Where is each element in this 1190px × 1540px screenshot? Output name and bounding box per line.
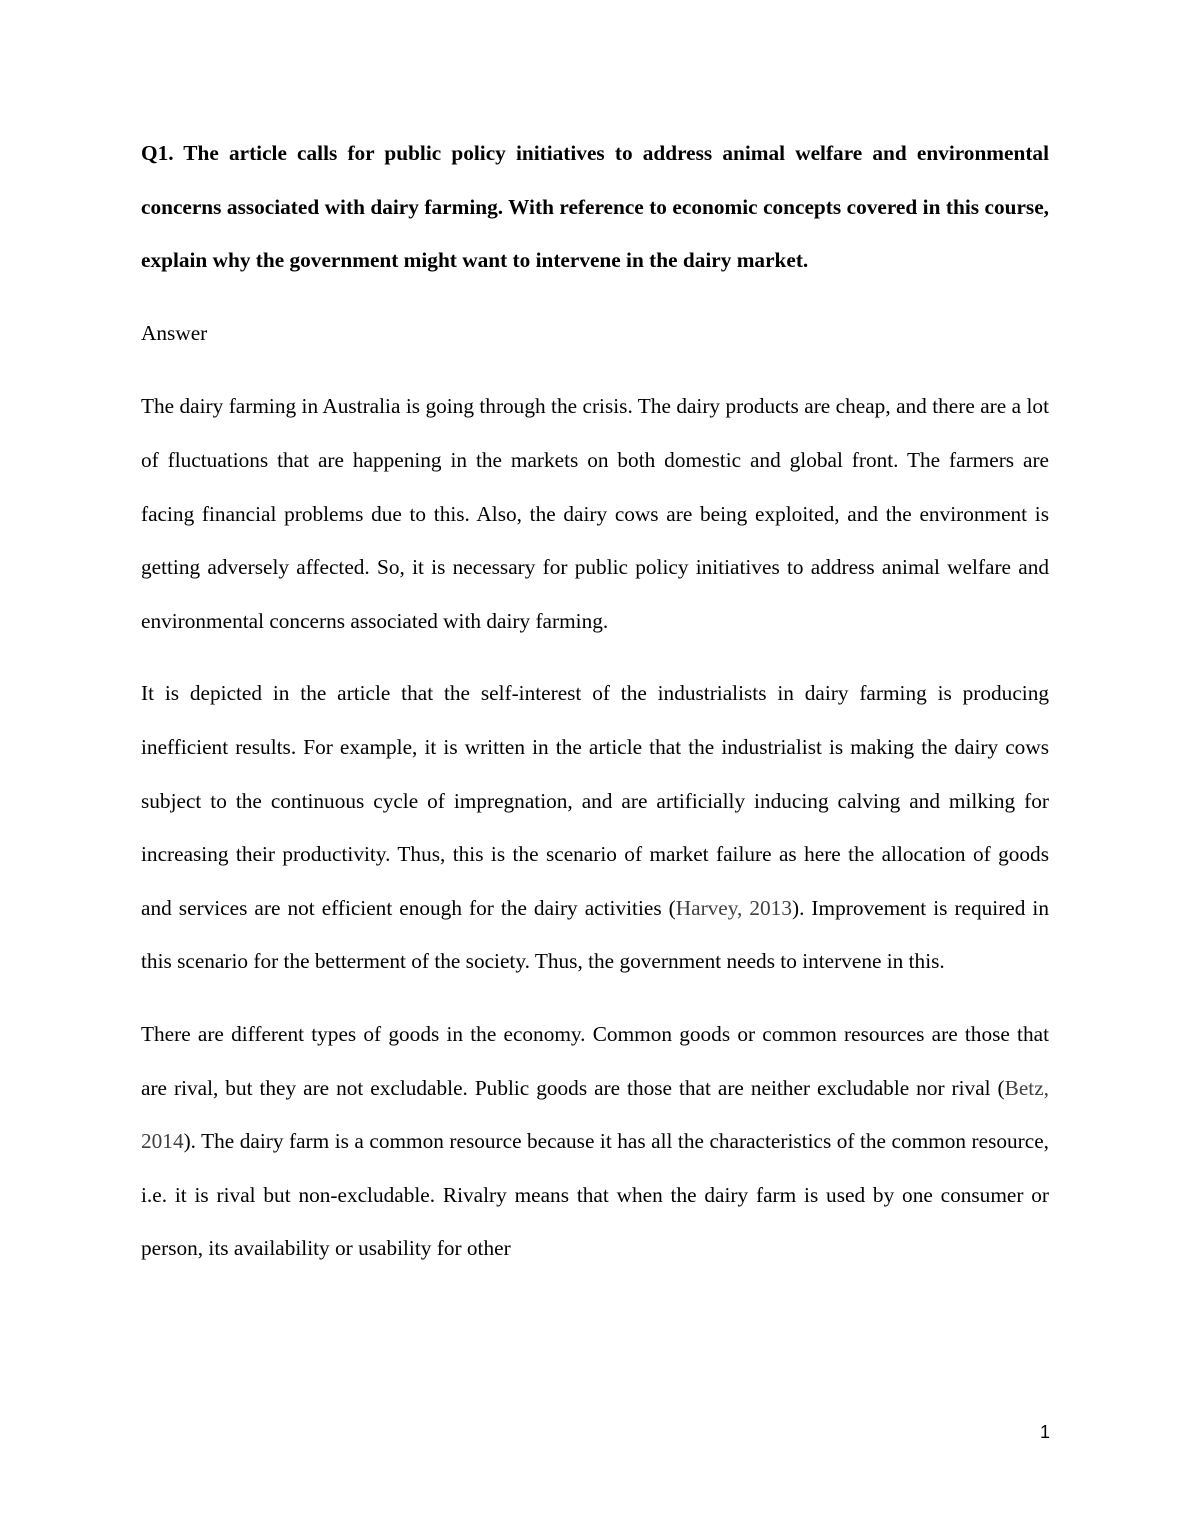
paragraph-2-text-b: ). Improvement is required in this scenario for the betterment of the society. Thus, the government needs to intervene in this. [141,895,1049,974]
document-body [141,127,1049,1295]
paragraph-2 [141,667,1049,989]
paragraph-3 [141,1008,1049,1276]
citation-betz: Betz, 2014 [141,1075,1049,1154]
paragraph-2-text-a: It is depicted in the article that the self-interest of the industrialists in dairy farming is producing inefficient results. For example, it is written in the article that the industrialist is making the dairy cows subject to the continuous cycle of impregnation, and are artificially inducing calving and milking for increasing their productivity. Thus, this is the scenario of market failure as here the allocation of goods and services are not efficient enough for the dairy activities ( [141,681,1049,920]
page-number: 1 [1039,1422,1050,1442]
citation-harvey: Harvey, 2013 [675,895,792,920]
paragraph-1: The dairy farming in Australia is going through the crisis. The dairy products are cheap, and there are a lot of fluctuations that are happening in the markets on both domestic and global front. The farmers are facing financial problems due to this. Also, the dairy cows are being exploited, and the environment is getting adversely affected. So, it is necessary for public policy initiatives to address animal welfare and environmental concerns associated with dairy farming. [141,394,1049,633]
question-heading: Q1. The article calls for public policy initiatives to address animal welfare and environmental concerns associated with dairy farming. With reference to economic concepts covered in this course, explain why the government might want to intervene in the dairy market. [141,141,1049,273]
paragraph-3-text-a: There are different types of goods in the economy. Common goods or common resources are those that are rival, but they are not excludable. Public goods are those that are neither excludable nor rival ( [141,1021,1049,1100]
answer-label: Answer [141,320,208,345]
paragraph-3-text-b: ). The dairy farm is a common resource because it has all the characteristics of the common resource, i.e. it is rival but non-excludable. Rivalry means that when the dairy farm is used by one consumer or person, its availability or usability for other [141,1129,1049,1261]
